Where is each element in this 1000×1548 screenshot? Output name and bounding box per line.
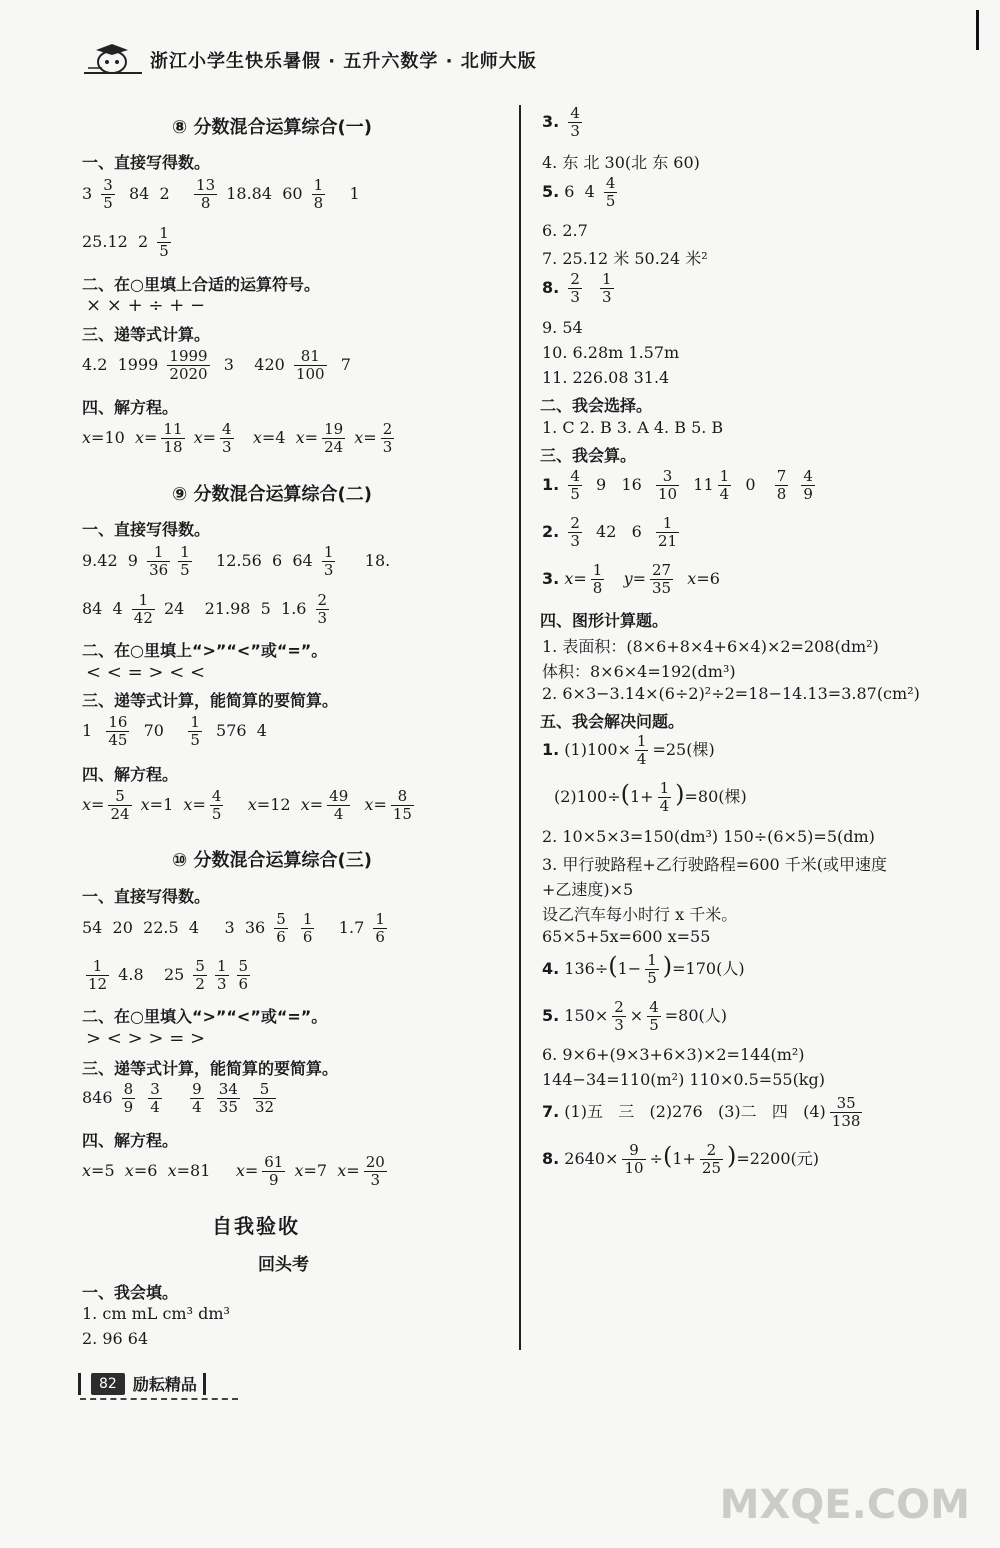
r-heading-calc: 三、我会算。 [540, 446, 637, 465]
footer [78, 1372, 206, 1395]
footer-brand: 励耘精品 [132, 1375, 197, 1394]
footer-bar-left [78, 1373, 81, 1395]
r-line-3: 3. $\frac{4}{3}$ [542, 104, 580, 140]
r-line-6: 6. 2.7 [542, 221, 588, 240]
r-solve-2: 2. 10×5×3=150(dm³) 150÷(6×5)=5(dm) [542, 827, 875, 846]
column-divider [519, 105, 521, 1350]
r-solve-3a: 3. 甲行驶路程+乙行驶路程=600 千米(或甲速度 [542, 855, 888, 874]
s10-ops: > < > > = > [86, 1028, 206, 1049]
check-line-2: 2. 96 64 [82, 1329, 149, 1348]
s10-line-1: 54 20 22.5 4 3 36 $\frac{5}{6}$ $\frac{1}{6}$ 1.7 $\frac{1}{6}$ [82, 910, 385, 946]
r-solve-6a: 6. 9×6+(9×3+6×3)×2=144(m²) [542, 1045, 805, 1064]
r-geo-2: 体积：8×6×4=192(dm³) [542, 662, 736, 681]
s9-heading-1: 一、直接写得数。 [82, 520, 211, 539]
check-heading-1: 一、我会填。 [82, 1283, 179, 1302]
r-solve-3b: +乙速度)×5 [542, 880, 634, 899]
r-solve-7: 7. (1)五 三 (2)276 (3)二 四 (4) $\frac{35}{138}$ [542, 1094, 861, 1130]
section-10-title: ⑩ 分数混合运算综合(三) [172, 850, 372, 871]
section-9-title: ⑨ 分数混合运算综合(二) [172, 484, 372, 505]
s8-ops: × × + ÷ + − [86, 295, 206, 316]
header-title: 浙江小学生快乐暑假 · 五升六数学 · 北师大版 [150, 51, 537, 72]
s8-heading-4: 四、解方程。 [82, 398, 179, 417]
r-solve-1a: 1. (1)100× $\frac{1}{4}$ =25(棵) [542, 732, 715, 768]
s9-line-4: x= $\frac{5}{24}$ x=1 x= $\frac{4}{5}$ x=12 x= $\frac{49}{4}$ x= $\frac{8}{15}$ [82, 787, 412, 823]
s9-line-3: 1 $\frac{16}{45}$ 70 $\frac{1}{5}$ 576 4 [82, 713, 267, 749]
s8-heading-3: 三、递等式计算。 [82, 325, 211, 344]
r-geo-1: 1. 表面积：(8×6+8×4+6×4)×2=208(dm²) [542, 637, 879, 656]
r-heading-solve: 五、我会解决问题。 [540, 712, 685, 731]
r-line-11: 11. 226.08 31.4 [542, 368, 670, 387]
s10-heading-1: 一、直接写得数。 [82, 887, 211, 906]
s8-line-2: 25.12 2 $\frac{1}{5}$ [82, 224, 169, 260]
r-line-9: 9. 54 [542, 318, 583, 337]
r-solve-3c: 设乙汽车每小时行 x 千米。 [542, 905, 738, 924]
check-line-1: 1. cm mL cm³ dm³ [82, 1304, 230, 1323]
r-solve-4: 4. 136÷(1− $\frac{1}{5}$ )=170(人) [542, 951, 745, 987]
r-line-10: 10. 6.28m 1.57m [542, 343, 680, 362]
footer-bar-right [203, 1373, 206, 1395]
s9-heading-2: 二、在○里填上“>”“<”或“=”。 [82, 641, 328, 660]
r-solve-1b: (2)100÷(1+ $\frac{1}{4}$ )=80(棵) [554, 779, 747, 815]
r-solve-6b: 144−34=110(m²) 110×0.5=55(kg) [542, 1070, 825, 1089]
s10-line-2: $\frac{1}{12}$ 4.8 25 $\frac{5}{2}$ $\frac{1}{3}$ $\frac{5}{6}$ [88, 957, 249, 993]
r-line-8: 8. $\frac{2}{3}$ $\frac{1}{3}$ [542, 270, 612, 306]
s8-heading-2: 二、在○里填上合适的运算符号。 [82, 275, 320, 294]
r-solve-5: 5. 150× $\frac{2}{3}$ × $\frac{4}{5}$ =80(人) [542, 998, 728, 1034]
r-line-4: 4. 东 北 30(北 东 60) [542, 153, 700, 172]
r-line-7: 7. 25.12 米 50.24 米² [542, 249, 708, 268]
r-line-5: 5. 6 4 $\frac{4}{5}$ [542, 174, 616, 210]
r-heading-geo: 四、图形计算题。 [540, 611, 669, 630]
s8-line-4: x=10 x= $\frac{11}{18}$ x= $\frac{4}{3}$ x=4 x= $\frac{19}{24}$ x= $\frac{2}{3}$ [82, 420, 393, 456]
s8-line-1: 3 $\frac{3}{5}$ 84 2 $\frac{13}{8}$ 18.84 60 $\frac{1}{8}$ 1 [82, 176, 360, 212]
footer-dashed-line [80, 1398, 238, 1400]
page-number: 82 [91, 1373, 125, 1395]
s9-ops: < < = > < < [86, 662, 206, 683]
r-solve-3d: 65×5+5x=600 x=55 [542, 927, 711, 946]
s10-heading-3: 三、递等式计算，能简算的要简算。 [82, 1059, 339, 1078]
student-logo-icon [82, 42, 144, 78]
r-solve-8: 8. 2640× $\frac{9}{10}$ ÷(1+ $\frac{2}{25}$ )=2200(元) [542, 1141, 819, 1177]
r-calc-1: 1. $\frac{4}{5}$ 9 16 $\frac{3}{10}$ 11 $\frac{1}{4}$ 0 $\frac{7}{8}$ $\frac{4}{9}$ [542, 467, 813, 503]
s10-line-3: 846 $\frac{8}{9}$ $\frac{3}{4}$ $\frac{9}{4}$ $\frac{34}{35}$ $\frac{5}{32}$ [82, 1080, 275, 1116]
section-8-title: ⑧ 分数混合运算综合(一) [172, 117, 372, 138]
s8-heading-1: 一、直接写得数。 [82, 153, 211, 172]
r-calc-3: 3. x= $\frac{1}{8}$ y= $\frac{27}{35}$ x=6 [542, 561, 720, 597]
s10-heading-4: 四、解方程。 [82, 1131, 179, 1150]
self-check-subtitle: 回头考 [258, 1255, 309, 1275]
r-choose: 1. C 2. B 3. A 4. B 5. B [542, 418, 724, 437]
s10-line-4: x=5 x=6 x=81 x= $\frac{61}{9}$ x=7 x= $\frac{20}{3}$ [82, 1153, 385, 1189]
s9-line-1: 9.42 9 $\frac{1}{36}$ $\frac{1}{5}$ 12.56 6 64 $\frac{1}{3}$ 18. [82, 543, 391, 579]
header [82, 40, 537, 80]
scan-edge [976, 10, 979, 50]
r-calc-2: 2. $\frac{2}{3}$ 42 6 $\frac{1}{21}$ [542, 514, 678, 550]
watermark-logo: MXQE.COM [719, 1482, 970, 1528]
s9-heading-3: 三、递等式计算，能简算的要简算。 [82, 691, 339, 710]
s9-heading-4: 四、解方程。 [82, 765, 179, 784]
r-heading-choose: 二、我会选择。 [540, 396, 653, 415]
s9-line-2: 84 4 $\frac{1}{42}$ 24 21.98 5 1.6 $\frac{2}{3}$ [82, 591, 328, 627]
s10-heading-2: 二、在○里填入“>”“<”或“=”。 [82, 1007, 328, 1026]
r-geo-3: 2. 6×3−3.14×(6÷2)²÷2=18−14.13=3.87(cm²) [542, 684, 920, 703]
s8-line-3: 4.2 1999 $\frac{1999}{2020}$ 3 420 $\frac{81}{100}$ 7 [82, 347, 351, 383]
self-check-title: 自我验收 [212, 1214, 300, 1238]
